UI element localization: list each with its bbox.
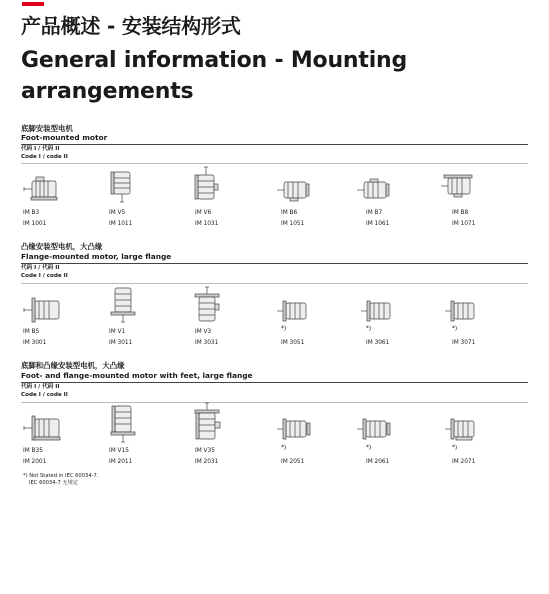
im-code1: IM V5 <box>109 210 126 216</box>
foot-flange-motor-horizontal-icon <box>356 418 396 442</box>
im-code2: IM 2071 <box>452 459 476 465</box>
page-title-en-line2: arrangements <box>21 79 194 104</box>
code-label-en: Code I / code II <box>21 154 68 160</box>
code-divider <box>21 283 528 284</box>
foot-motor-vertical-down-icon <box>108 168 136 204</box>
im-code1: IM B5 <box>23 329 40 335</box>
im-code2: IM 3031 <box>195 340 219 346</box>
foot-motor-wall-icon <box>276 178 312 202</box>
code-label-cn: 代码 I / 代码 II <box>21 384 60 390</box>
flange-motor-horizontal-icon <box>22 297 64 323</box>
footnote <box>23 473 98 487</box>
section-divider <box>21 263 528 264</box>
foot-flange-motor-vertical-down-icon <box>108 404 138 444</box>
im-code2: IM 3071 <box>452 340 476 346</box>
code-label-en: Code I / code II <box>21 273 68 279</box>
foot-flange-motor-horizontal-icon <box>444 418 480 442</box>
not-stated-note: *) <box>452 445 458 451</box>
not-stated-note: *) <box>281 445 287 451</box>
im-code1: IM B3 <box>23 210 40 216</box>
footnote-line2: IEC 60034-7 无规定 <box>29 479 78 486</box>
im-code2: IM 2011 <box>109 459 133 465</box>
im-code1: IM V15 <box>109 448 129 454</box>
footnote-line1: *) Not Stated in IEC 60034-7. <box>23 473 99 479</box>
im-code1: IM V1 <box>109 329 126 335</box>
flange-motor-vertical-up-icon <box>192 286 222 324</box>
im-code2: IM 1071 <box>452 221 476 227</box>
im-code2: IM 2031 <box>195 459 219 465</box>
flange-motor-horizontal-icon <box>444 300 480 322</box>
page-title-en-line1: General information - Mounting <box>21 48 408 73</box>
section-title-cn: 凸缘安装型电机，大凸缘 <box>21 242 103 251</box>
section-title-cn: 底脚和凸缘安装型电机，大凸缘 <box>21 361 125 370</box>
section-title-cn: 底脚安装型电机 <box>21 124 73 133</box>
foot-flange-motor-vertical-up-icon <box>192 402 224 444</box>
foot-flange-motor-horizontal-icon <box>276 418 312 442</box>
flange-motor-horizontal-icon <box>276 300 312 322</box>
foot-motor-ceiling-icon <box>440 173 476 201</box>
not-stated-note: *) <box>281 326 287 332</box>
flange-motor-vertical-down-icon <box>108 286 138 324</box>
not-stated-note: *) <box>366 445 372 451</box>
not-stated-note: *) <box>452 326 458 332</box>
not-stated-note: *) <box>366 326 372 332</box>
section-divider <box>21 144 528 145</box>
section-title-en: Foot- and flange-mounted motor with feet, large flange <box>21 371 253 380</box>
code-divider <box>21 402 528 403</box>
im-code2: IM 2051 <box>281 459 305 465</box>
im-code1: IM V6 <box>195 210 212 216</box>
im-code1: IM B8 <box>452 210 469 216</box>
im-code1: IM B6 <box>281 210 298 216</box>
section-divider <box>21 382 528 383</box>
code-label-cn: 代码 I / 代码 II <box>21 265 60 271</box>
im-code2: IM 3011 <box>109 340 133 346</box>
page-title-cn: 产品概述 - 安装结构形式 <box>21 14 241 38</box>
im-code1: IM B7 <box>366 210 383 216</box>
im-code2: IM 2001 <box>23 459 47 465</box>
im-code2: IM 1061 <box>366 221 390 227</box>
im-code2: IM 1031 <box>195 221 219 227</box>
foot-motor-wall-icon <box>356 178 392 202</box>
im-code2: IM 1011 <box>109 221 133 227</box>
im-code2: IM 3051 <box>281 340 305 346</box>
flange-motor-horizontal-icon <box>360 300 396 322</box>
code-label-cn: 代码 I / 代码 II <box>21 146 60 152</box>
foot-motor-vertical-up-icon <box>192 166 220 204</box>
brand-accent-bar <box>22 2 44 6</box>
section-title-en: Flange-mounted motor, large flange <box>21 252 172 261</box>
im-code2: IM 3001 <box>23 340 47 346</box>
im-code2: IM 3061 <box>366 340 390 346</box>
im-code1: IM B35 <box>23 448 43 454</box>
im-code2: IM 1051 <box>281 221 305 227</box>
foot-motor-horizontal-icon <box>22 175 62 203</box>
im-code2: IM 1001 <box>23 221 47 227</box>
code-label-en: Code I / code II <box>21 392 68 398</box>
foot-flange-motor-horizontal-icon <box>22 414 64 444</box>
im-code2: IM 2061 <box>366 459 390 465</box>
code-divider <box>21 163 528 164</box>
im-code1: IM V35 <box>195 448 215 454</box>
section-title-en: Foot-mounted motor <box>21 133 108 142</box>
im-code1: IM V3 <box>195 329 212 335</box>
